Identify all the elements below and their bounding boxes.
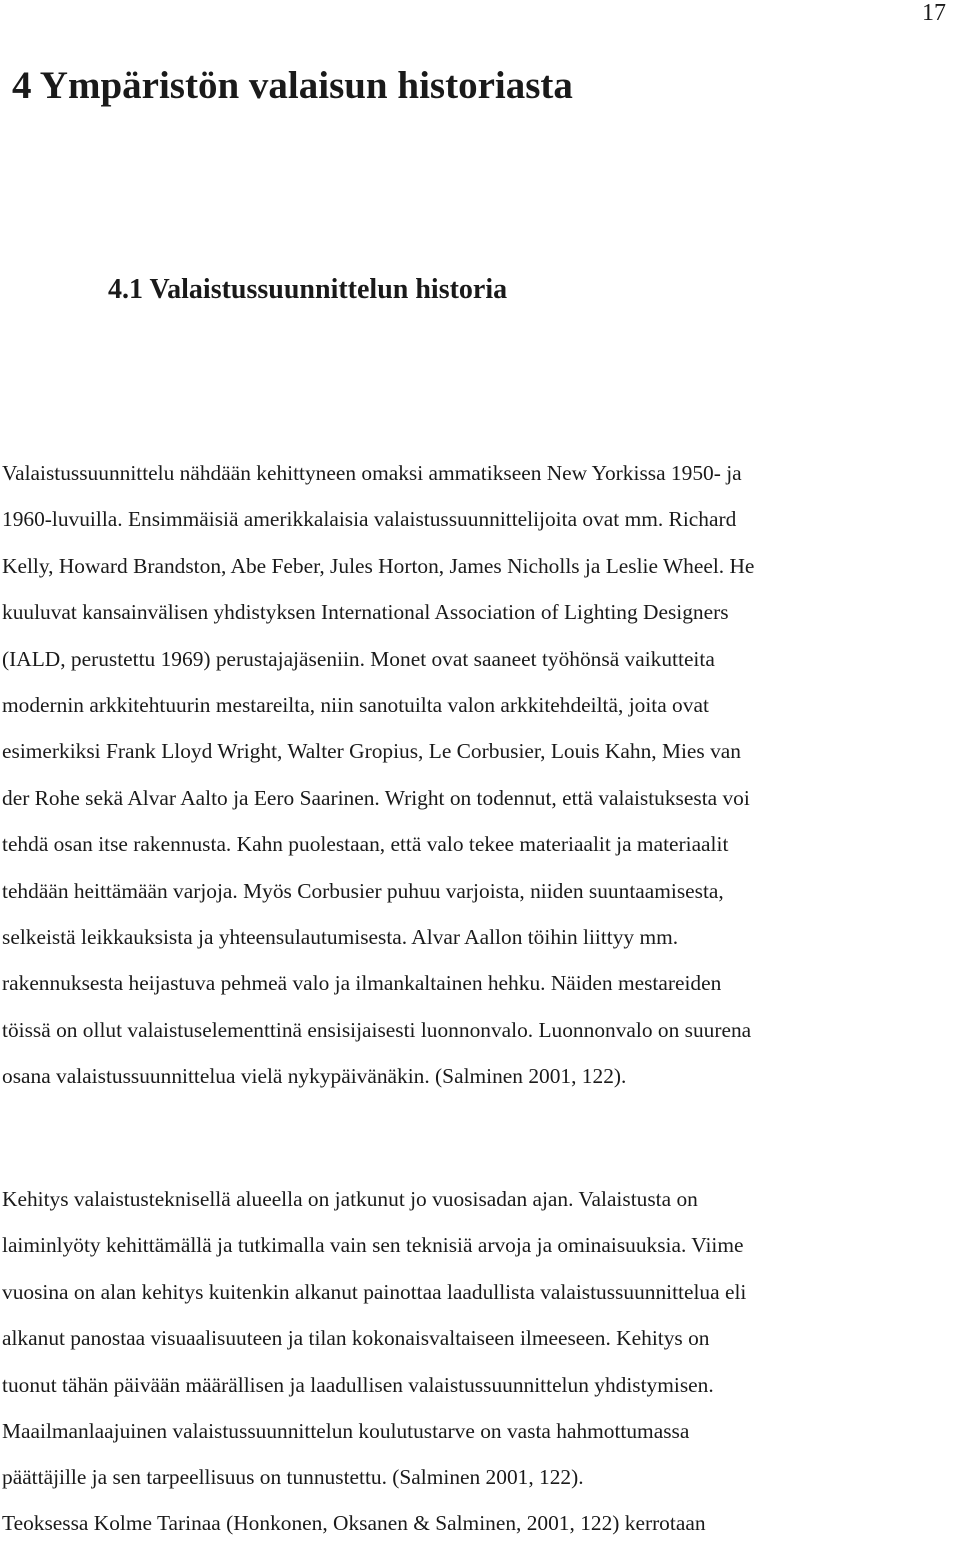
section-title: 4.1 Valaistussuunnittelun historia (108, 274, 508, 305)
chapter-title: 4 Ympäristön valaisun historiasta (12, 64, 573, 107)
text-line: der Rohe sekä Alvar Aalto ja Eero Saarinen. Wright on todennut, että valaistuksesta voi (2, 785, 750, 810)
text-line: Kelly, Howard Brandston, Abe Feber, Jules Horton, James Nicholls ja Leslie Wheel. He (2, 553, 755, 578)
text-line: alkanut panostaa visuaalisuuteen ja tilan kokonaisvaltaiseen ilmeeseen. Kehitys on (2, 1326, 710, 1351)
text-line: osana valaistussuunnittelua vielä nykypäivänäkin. (Salminen 2001, 122). (2, 1064, 627, 1089)
text-line: töissä on ollut valaistuselementtinä ensisijaisesti luonnonvalo. Luonnonvalo on suurena (2, 1017, 752, 1042)
text-line: vuosina on alan kehitys kuitenkin alkanut painottaa laadullista valaistussuunnittelua eli (2, 1279, 747, 1304)
text-line: 1960-luvuilla. Ensimmäisiä amerikkalaisia valaistussuunnittelijoita ovat mm. Richard (2, 507, 737, 532)
text-line: tehdään heittämään varjoja. Myös Corbusier puhuu varjoista, niiden suuntaamisesta, (2, 878, 724, 903)
text-line: selkeistä leikkauksista ja yhteensulautumisesta. Alvar Aallon töihin liittyy mm. (2, 925, 679, 950)
text-line: Valaistussuunnittelu nähdään kehittyneen omaksi ammatikseen New Yorkissa 1950- ja (2, 461, 742, 485)
text-line: modernin arkkitehtuurin mestareilta, niin sanotuilta valon arkkitehdeiltä, joita ovat (2, 693, 709, 718)
text-line: Maailmanlaajuinen valaistussuunnittelun koulutustarve on vasta hahmottumassa (2, 1419, 690, 1444)
text-line: esimerkiksi Frank Lloyd Wright, Walter Gropius, Le Corbusier, Louis Kahn, Mies van (2, 739, 741, 764)
text-line: rakennuksesta heijastuva pehmeä valo ja ilmankaltainen hehku. Näiden mestareiden (2, 971, 722, 996)
text-line: tuonut tähän päivään määrällisen ja laadullisen valaistussuunnittelun yhdistymisen. (2, 1372, 714, 1397)
page-number: 17 (922, 0, 946, 26)
text-line: Teoksessa Kolme Tarinaa (Honkonen, Oksanen & Salminen, 2001, 122) kerrotaan (2, 1511, 706, 1535)
text-line: (IALD, perustettu 1969) perustajajäseniin. Monet ovat saaneet työhönsä vaikutteita (2, 646, 715, 671)
text-line: Kehitys valaistusteknisellä alueella on jatkunut jo vuosisadan ajan. Valaistusta on (2, 1187, 698, 1211)
paragraph-kolme-tarinaa (2, 1500, 706, 1546)
text-line: tehdä osan itse rakennusta. Kahn puolestaan, että valo tekee materiaalit ja materiaalit (2, 832, 729, 857)
paragraph-development (2, 1176, 746, 1501)
paragraph-history (2, 450, 754, 1100)
text-line: kuuluvat kansainvälisen yhdistyksen International Association of Lighting Designers (2, 600, 729, 625)
text-line: laiminlyöty kehittämällä ja tutkimalla vain sen teknisiä arvoja ja ominaisuuksia. Viime (2, 1233, 744, 1258)
text-line: päättäjille ja sen tarpeellisuus on tunnustettu. (Salminen 2001, 122). (2, 1465, 584, 1490)
